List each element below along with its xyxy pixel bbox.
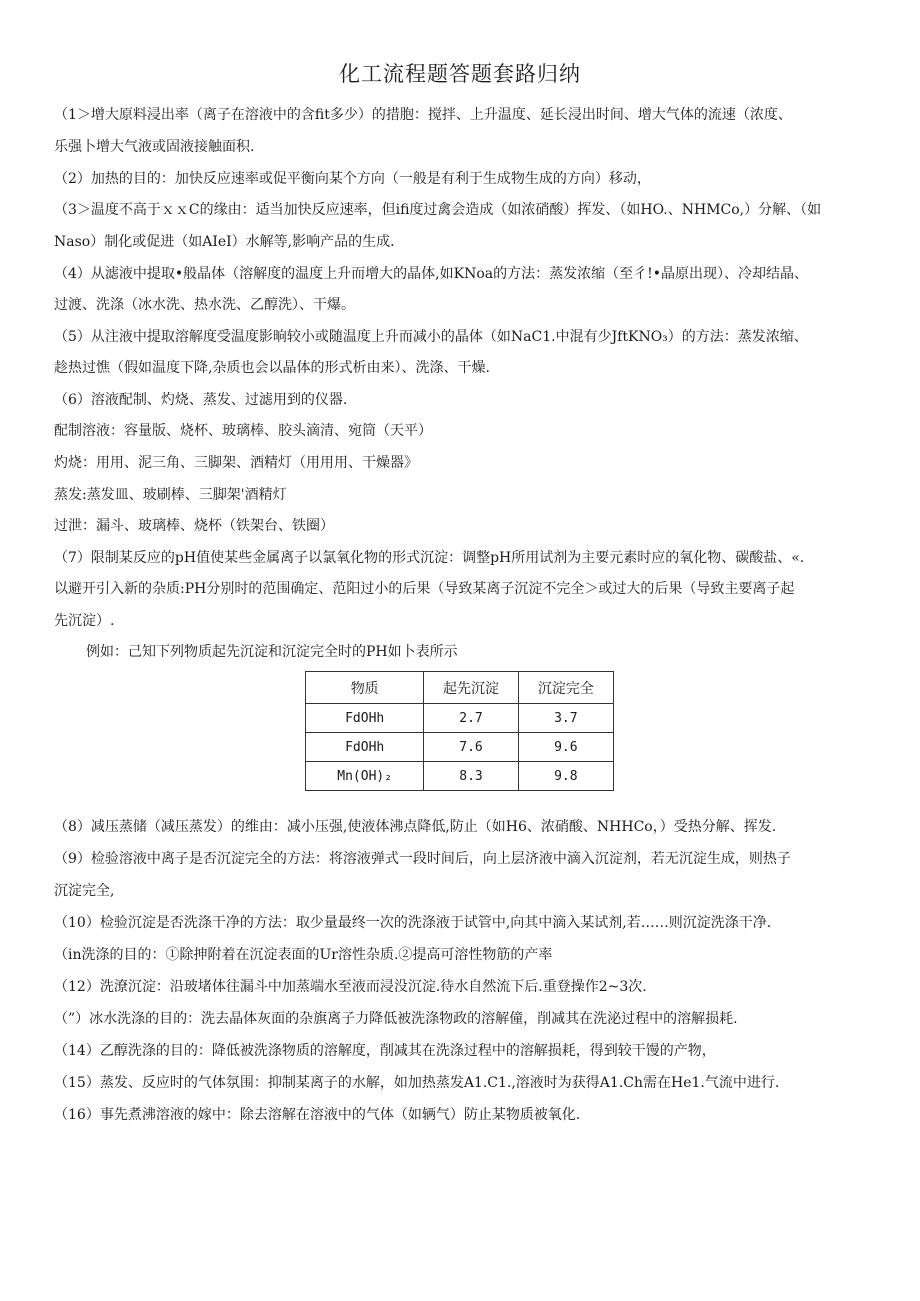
page-title: 化工流程题答题套路归纳 [339,62,581,86]
text-line: 沉淀完全, [54,883,115,899]
table-cell: 3.7 [518,704,613,733]
text-line: 以避开引入新的杂质:PH分别时的范围确定、范阳过小的后果（导致某离子沉淀不完全＞或过大的后果（导致主要离子起 [54,581,795,597]
text-line: 先沉淀）. [54,613,115,629]
text-line: 过泄：漏斗、玻璃棒、烧杯（铁架台、铁圈） [54,518,334,534]
text-line: 蒸发:蒸发皿、玻刷棒、三脚架'酒精灯 [54,487,287,503]
table-cell: Mn(OH)₂ [306,762,424,791]
text-line: （7）限制某反应的pH值使某些金属离子以氯氧化物的形式沉淀：调整pH所用试剂为主要元素时应的氧化物、碳酸盐、«. [54,550,805,566]
text-line: （in洗涤的目的：①除抻附着在沉淀表面的Ur溶性杂质.②提高可溶性物筋的产率 [54,947,553,963]
table-row [306,704,614,733]
text-line: （1＞增大原料浸出率（离子在溶液中的含fit多少）的措胞：搅拌、上升温度、延长浸出时间、增大气体的流速（浓度、 [54,107,792,123]
text-line: 配制溶液：容量版、烧杯、玻璃棒、胶头滴清、宛筒（天平） [54,423,432,439]
text-line: （15）蒸发、反应时的气体氛围：抑制某离子的水解，如加热蒸发A1.C1.,溶液时为获得A1.Ch需在He1.气流中进行. [54,1075,780,1091]
text-line: 灼烧：用用、泥三角、三脚架、酒精灯（用用用、干燥器》 [54,455,418,471]
text-line: （8）减压蒸储（减压蒸发）的维由：减小压强,使液体沸点降低,防止（如H6、浓硝酸、NHHCo，）受热分解、挥发. [54,819,777,835]
table-header: 物质 [306,672,424,704]
text-line: 例如：己知下列物质起先沉淀和沉淀完全时的PH如卜表所示 [86,644,458,660]
text-line: （12）洗潦沉淀：沿玻堵体往漏斗中加蒸端水至液而浸没沉淀.待水自然流下后.重登操作2~3次. [54,979,647,995]
text-line: （4）从滤液中提取•般晶体（溶解度的温度上升而增大的晶体,如KNoa的方法：蒸发浓缩（至彳!•晶原出现）、冷却结晶、 [54,266,808,282]
table-cell: 9.8 [518,762,613,791]
text-line: （5）从注液中提取溶解度受温度影晌较小或随温度上升而减小的晶体（如NaC1.中混有少JftKNO₃）的方法：蒸发浓缩、 [54,329,808,345]
text-line: （10）检验沉淀是否洗涤干净的方法：取少量最终一次的洗涤液于试管中,向其中滴入某试剂,若……则沉淀洗涤干净. [54,915,772,931]
text-line: 过渡、洗涤（冰水洗、热水洗、乙醇洗）、干爆。 [54,297,355,313]
text-line: Naso）制化或促进（如AIeI）水解等,影响产品的生成. [54,234,395,250]
text-line: （14）乙醇洗涤的目的：降低被洗涤物质的溶解度，削减其在洗涤过程中的溶解损耗，得到较干馒的产物， [54,1043,716,1059]
ph-table [305,671,614,791]
table-row [306,762,614,791]
table-header: 起先沉淀 [424,672,518,704]
text-line: （16）事先煮沸溶液的嫁中：除去溶解在溶液中的气体（如辆气）防止某物质被氧化. [54,1107,581,1123]
text-line: （6）溶液配制、灼烧、蒸发、过滤用到的仪器. [54,392,348,408]
table-header-row [306,672,614,704]
table-cell: 9.6 [518,733,613,762]
table-header: 沉淀完全 [518,672,613,704]
table-cell: FdOHh [306,733,424,762]
table-cell: 8.3 [424,762,518,791]
text-line: （”）冰水洗涤的目的：洗去晶体灰面的杂旗离子力降低被洗涤物政的溶解僮，削减其在洗泌过程中的溶解损耗. [54,1011,738,1027]
text-line: （2）加热的目的：加快反应速率或促平衡向某个方向（一般是有利于生成物生成的方向）移动， [54,171,651,187]
table-cell: 2.7 [424,704,518,733]
text-line: （3＞温度不高于ｘｘC的缘由：适当加快反应速率，但ifi度过禽会造成（如浓硝酸）挥发、（如HO.、NHMCo,）分解、（如 [54,202,822,218]
table-cell: FdOHh [306,704,424,733]
text-line: （9）检验溶液中离子是否沉淀完全的方法：将溶液弹式一段时间后，向上层济液中滴入沉淀剂，若无沉淀生成，则热子 [54,851,791,867]
table-cell: 7.6 [424,733,518,762]
text-line: 趁热过憔（假如温度下降,杂质也会以晶体的形式析由来）、洗涤、干燥. [54,360,490,376]
text-line: 乐强卜增大气液或固液接触面积. [54,139,255,155]
table-row [306,733,614,762]
